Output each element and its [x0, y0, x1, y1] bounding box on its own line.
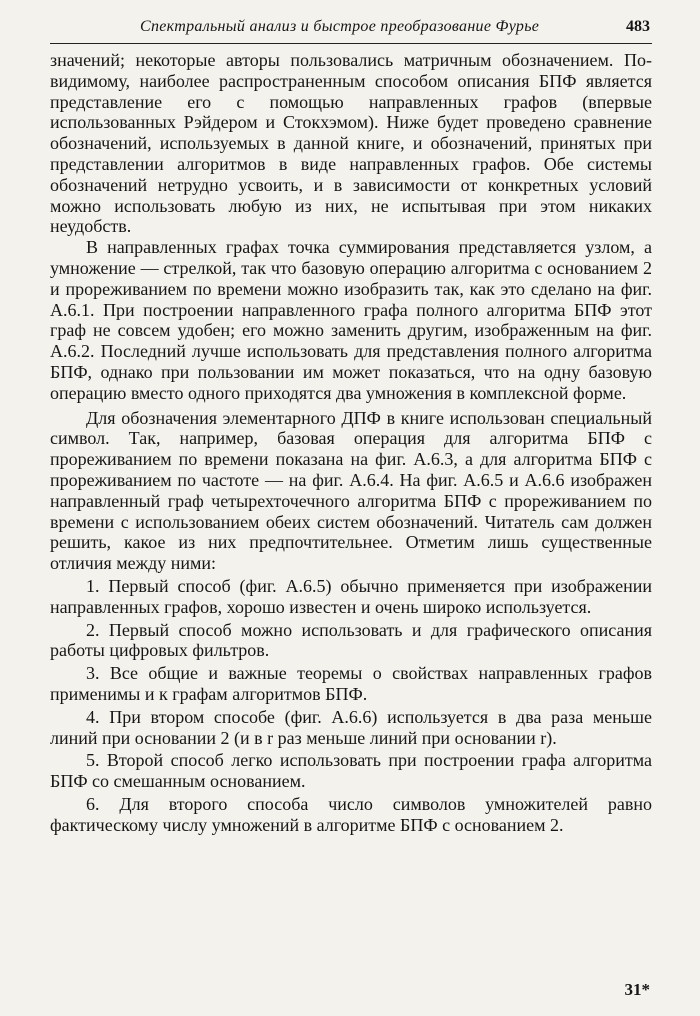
page-number: 483	[626, 18, 650, 35]
paragraph-continuation: значений; некоторые авторы пользовались матричным обозначением. По-видимому, наиболее распространенным способом описания БПФ является представление его с помощью направленных графов (впервые использованных Рэйдером и Стокхэмом). Ниже будет проведено сравнение обозначений, используемых в данной книге, и обозначений, принятых при представлении алгоритмов в виде направленных графов. Обе системы обозначений нетрудно усвоить, и в зависимости от конкретных условий можно использовать любую из них, не испытывая при этом никаких неудобств.	[50, 50, 652, 237]
list-item-3: 3. Все общие и важные теоремы о свойствах направленных графов применимы и к графам алгоритмов БПФ.	[50, 663, 652, 704]
paragraph-directed-graphs: В направленных графах точка суммирования представляется узлом, а умножение — стрелкой, так что базовую операцию алгоритма с основанием 2 и прореживанием по времени можно изобразить так, как это сделано на фиг. A.6.1. При построении направленного графа полного алгоритма БПФ этот граф не совсем удобен; его можно заменить другим, изображенным на фиг. A.6.2. Последний лучше использовать для представления полного алгоритма БПФ, однако при пользовании им может показаться, что на одну базовую операцию вместо одного приходятся два умножения в комплексной форме.	[50, 237, 652, 403]
list-item-5: 5. Второй способ легко использовать при построении графа алгоритма БПФ со смешанным основанием.	[50, 750, 652, 792]
list-item-4: 4. При втором способе (фиг. A.6.6) используется в два раза меньше линий при основании 2 (и в r раз меньше линий при основании r).	[50, 706, 652, 748]
list-item-6: 6. Для второго способа число символов умножителей равно фактическому числу умножений в алгоритме БПФ с основанием 2.	[50, 793, 652, 835]
running-head	[52, 18, 650, 36]
list-item-1: 1. Первый способ (фиг. A.6.5) обычно применяется при изображении направленных графов, хорошо известен и очень широко используется.	[50, 575, 652, 617]
body-text	[50, 50, 652, 835]
paragraph-dft-symbol: Для обозначения элементарного ДПФ в книге использован специальный символ. Так, например, базовая операция для алгоритма БПФ с прореживанием по времени показана на фиг. A.6.3, а для алгоритма БПФ с прореживанием по частоте — на фиг. A.6.4. На фиг. A.6.5 и A.6.6 изображен направленный граф четырехточечного алгоритма БПФ с прореживанием по времени с использованием обеих систем обозначений. Читатель сам должен решить, какое из них предпочтительнее. Отметим лишь существенные отличия между ними:	[50, 407, 652, 574]
running-head-title: Спектральный анализ и быстрое преобразование Фурье	[140, 18, 540, 35]
signature-mark: 31*	[624, 980, 650, 999]
header-rule	[50, 43, 652, 44]
list-item-2: 2. Первый способ можно использовать и для графического описания работы цифровых фильтров.	[50, 619, 652, 661]
